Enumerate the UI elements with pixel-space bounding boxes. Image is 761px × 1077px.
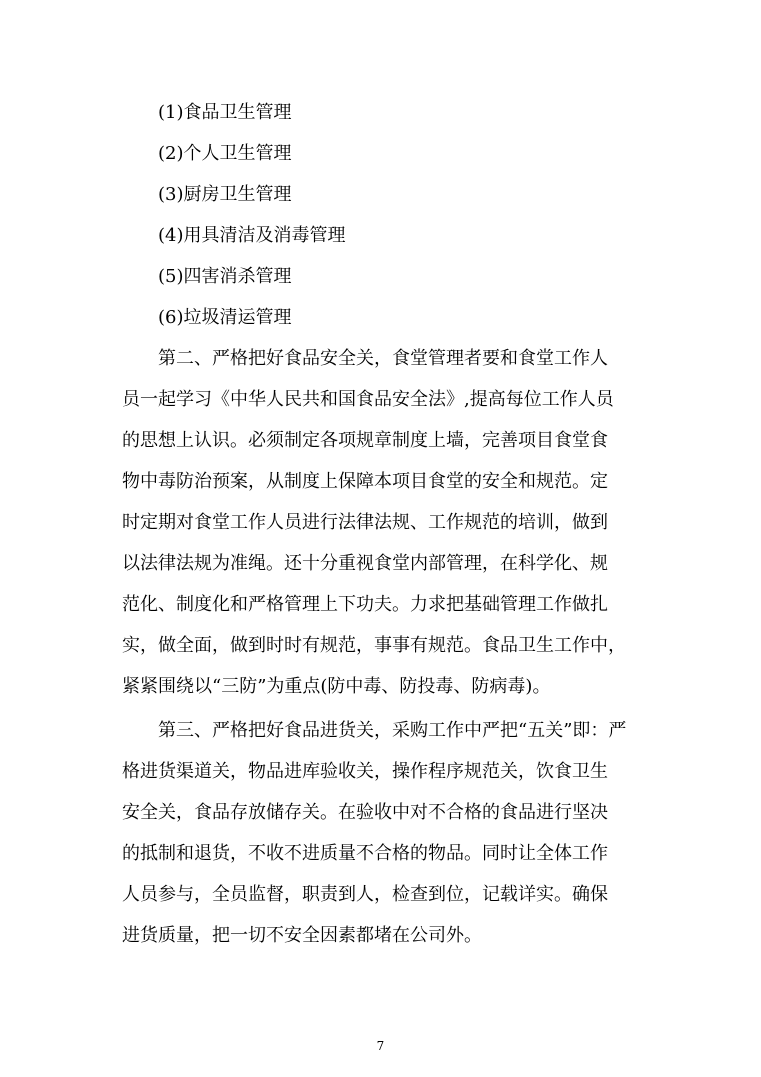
- paragraph-line: 时定期对食堂工作人员进行法律法规、工作规范的培训，做到: [122, 512, 608, 533]
- paragraph-line: 范化、制度化和严格管理上下功夫。力求把基础管理工作做扎: [122, 594, 608, 615]
- paragraph-line: 安全关，食品存放储存关。在验收中对不合格的食品进行坚决: [122, 802, 608, 823]
- paragraph-purchasing: [122, 710, 642, 956]
- paragraph-line: 第三、严格把好食品进货关，采购工作中严把“五关”即：严: [158, 720, 627, 741]
- paragraph-line: 紧紧围绕以“三防”为重点(防中毒、防投毒、防病毒)。: [122, 676, 551, 697]
- paragraph-line: 人员参与，全员监督，职责到人，检查到位，记载详实。确保: [122, 884, 608, 905]
- paragraph-line: 实，做全面，做到时时有规范，事事有规范。食品卫生工作中，: [122, 635, 626, 656]
- list-item: (3)厨房卫生管理: [158, 184, 292, 205]
- paragraph-line: 物中毒防治预案，从制度上保障本项目食堂的安全和规范。定: [122, 471, 608, 492]
- list-item: (4)用具清洁及消毒管理: [158, 225, 346, 246]
- list-item: (6)垃圾清运管理: [158, 307, 292, 328]
- paragraph-line: 格进货渠道关，物品进库验收关，操作程序规范关，饮食卫生: [122, 761, 608, 782]
- list-item: (2)个人卫生管理: [158, 143, 292, 164]
- paragraph-line: 的抵制和退货，不收不进质量不合格的物品。同时让全体工作: [122, 843, 608, 864]
- list-item: (5)四害消杀管理: [158, 266, 292, 287]
- management-list: [158, 92, 346, 338]
- paragraph-line: 进货质量，把一切不安全因素都堵在公司外。: [122, 925, 482, 946]
- paragraph-line: 的思想上认识。必须制定各项规章制度上墙，完善项目食堂食: [122, 430, 608, 451]
- paragraph-line: 员一起学习《中华人民共和国食品安全法》,提高每位工作人员: [122, 389, 614, 410]
- paragraph-line: 第二、严格把好食品安全关，食堂管理者要和食堂工作人: [158, 348, 608, 369]
- paragraph-food-safety: [122, 338, 642, 707]
- list-item: (1)食品卫生管理: [158, 102, 292, 123]
- paragraph-line: 以法律法规为准绳。还十分重视食堂内部管理，在科学化、规: [122, 553, 608, 574]
- page-number: 7: [376, 1039, 385, 1053]
